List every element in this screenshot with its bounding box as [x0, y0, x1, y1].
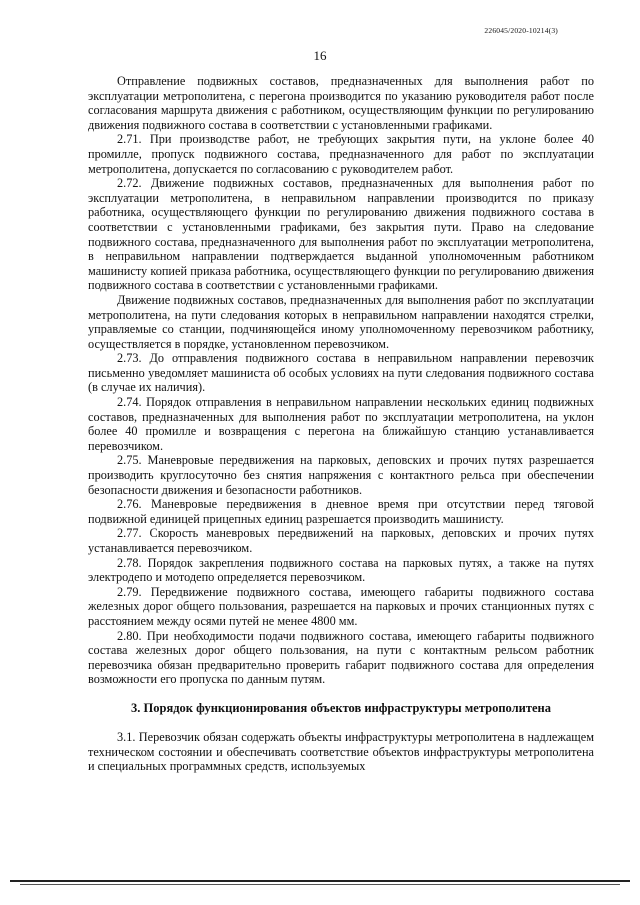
paragraph-2-76: 2.76. Маневровые передвижения в дневное время при отсутствии перед тяговой подвижной единицей прицепных единиц разрешается производить машинисту.: [88, 497, 594, 526]
paragraph-2-72: 2.72. Движение подвижных составов, предназначенных для выполнения работ по эксплуатации метрополитена, в неправильном направлении производится по приказу работника, осуществляющего функции по регулированию движения подвижного состава в соответствии с установленными графиками, без закрытия пути. Право на следование подвижного состава, предназначенного для выполнения работ по эксплуатации метрополитена, в неправильном направлении подтверждается выданной уполномоченным работником машинисту копией приказа работника, осуществляющего функции по регулированию движения подвижного состава в соответствии с установленными графиками.: [88, 176, 594, 293]
paragraph-3-1: 3.1. Перевозчик обязан содержать объекты инфраструктуры метрополитена в надлежащем техническом состоянии и обеспечивать соответствие объектов инфраструктуры метрополитена и специальных программных средств, используемых: [88, 729, 594, 774]
paragraph-2-79: 2.79. Передвижение подвижного состава, имеющего габариты подвижного состава железных дорог общего пользования, разрешается на парковых и прочих станционных путях с расстоянием между осями путей не менее 4800 мм.: [88, 584, 594, 628]
page-bottom-rule-secondary: [20, 884, 620, 885]
paragraph-2-77: 2.77. Скорость маневровых передвижений на парковых, деповских и прочих путях устанавливается перевозчиком.: [88, 526, 594, 555]
page-number: 16: [313, 48, 327, 63]
paragraph-2-74: 2.74. Порядок отправления в неправильном направлении нескольких единиц подвижных составов, предназначенных для выполнения работ по эксплуатации метрополитена, на уклон более 40 промилле и возвращения с перегона на ближайшую станцию устанавливается перевозчиком.: [88, 395, 594, 453]
paragraph-2-71: 2.71. При производстве работ, не требующих закрытия пути, на уклоне более 40 промилле, пропуск подвижного состава, предназначенного для работ по эксплуатации метрополитена, допускается по согласованию с руководителем работ.: [88, 132, 594, 176]
paragraph-2-73: 2.73. До отправления подвижного состава в неправильном направлении перевозчик письменно уведомляет машиниста об особых условиях на пути следования подвижного состава (в случае их наличия).: [88, 351, 594, 395]
paragraph-2-75: 2.75. Маневровые передвижения на парковых, деповских и прочих путях разрешается производить круглосуточно без снятия напряжения с контактного рельса при обеспечении безопасности движения и безопасности работников.: [88, 453, 594, 497]
paragraph-2-80: 2.80. При необходимости подачи подвижного состава, имеющего габариты подвижного состава железных дорог общего пользования, на пути с контактным рельсом работник перевозчика обязан предварительно проверить габарит подвижного состава для определения возможности его пропуска по данным путям.: [88, 628, 594, 687]
page-bottom-rule: [10, 880, 630, 882]
section-heading: 3. Порядок функционирования объектов инфраструктуры метрополитена: [131, 700, 551, 715]
document-body: [88, 74, 594, 774]
document-number: 226045/2020-10214(3): [484, 26, 558, 35]
paragraph: Отправление подвижных составов, предназначенных для выполнения работ по эксплуатации метрополитена, с перегона производится по указанию руководителя работ после согласования маршрута движения с работником, осуществляющим функции по регулированию движения подвижного состава в соответствии с установленными графиками.: [88, 74, 594, 132]
paragraph-2-78: 2.78. Порядок закрепления подвижного состава на парковых путях, а также на путях электродепо и мотодепо определяется перевозчиком.: [88, 555, 594, 585]
paragraph: Движение подвижных составов, предназначенных для выполнения работ по эксплуатации метрополитена, на пути следования которых в неправильном направлении находятся стрелки, управляемые со станции, подчиняющейся иному уполномоченному перевозчиком работнику, осуществляется в порядке, установленном перевозчиком.: [88, 292, 594, 351]
